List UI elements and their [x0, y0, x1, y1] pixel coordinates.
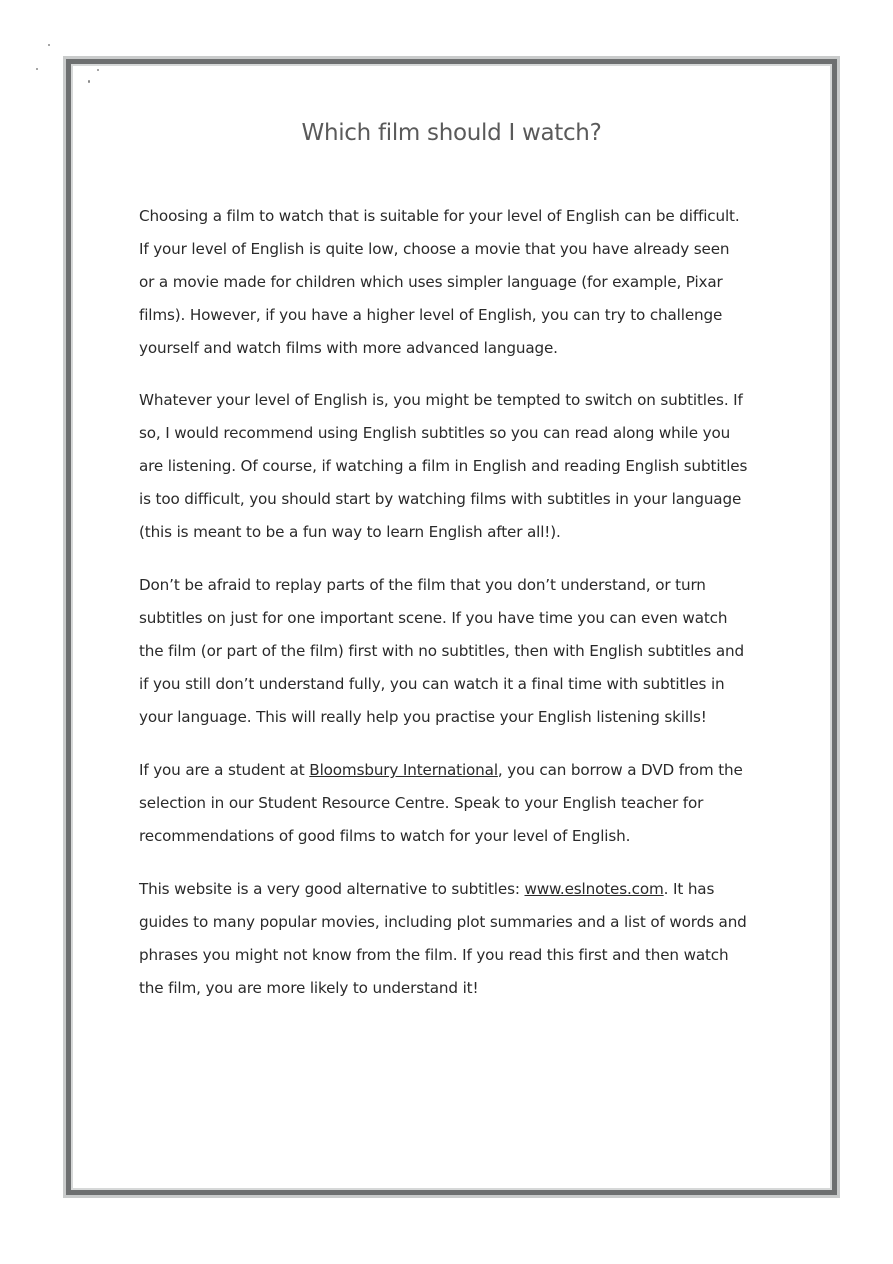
paragraph-subtitles: Whatever your level of English is, you might be tempted to switch on subtitles. If so, I would recommend using English subtitles so you can read along while you are listening. Of course, if watching a film in English and reading English subtitles is too difficult, you should start by watching films with subtitles in your language (this is meant to be a fun way to learn English after all!). — [139, 391, 748, 541]
page-title: Which film should I watch? — [301, 120, 602, 146]
text-segment: . It has guides to many popular movies, including plot summaries and a list of words and phrases you might not know from the film. If you read this first and then watch the film, you are more likely to understand it! — [139, 880, 747, 997]
paragraph-choosing-film: Choosing a film to watch that is suitable for your level of English can be difficult. If your level of English is quite low, choose a movie that you have already seen or a movie made for children which uses simpler language (for example, Pixar films). However, if you have a higher level of English, you can try to challenge yourself and watch films with more advanced language. — [139, 207, 740, 357]
bloomsbury-international-link[interactable]: Bloomsbury International — [309, 761, 498, 779]
text-segment: If you are a student at — [139, 761, 310, 779]
paragraph-replay: Don’t be afraid to replay parts of the film that you don’t understand, or turn subtitles on just for one important scene. If you have time you can even watch the film (or part of the film) first with no subtitles, then with English subtitles and if you still don’t understand fully, you can watch it a final time with subtitles in your language. This will really help you practise your English listening skills! — [139, 576, 744, 726]
scan-speck — [36, 68, 38, 70]
document-body — [139, 200, 749, 1025]
scan-speck — [48, 44, 50, 46]
text-segment: This website is a very good alternative to subtitles: — [139, 880, 525, 898]
paragraph-website — [139, 873, 749, 1005]
text-segment: , you can borrow a DVD from the selection in our Student Resource Centre. Speak to your English teacher for recommendations of good films to watch for your level of English. — [139, 761, 743, 845]
paragraph-borrow-dvd — [139, 754, 749, 853]
eslnotes-link[interactable]: www.eslnotes.com — [524, 880, 664, 898]
